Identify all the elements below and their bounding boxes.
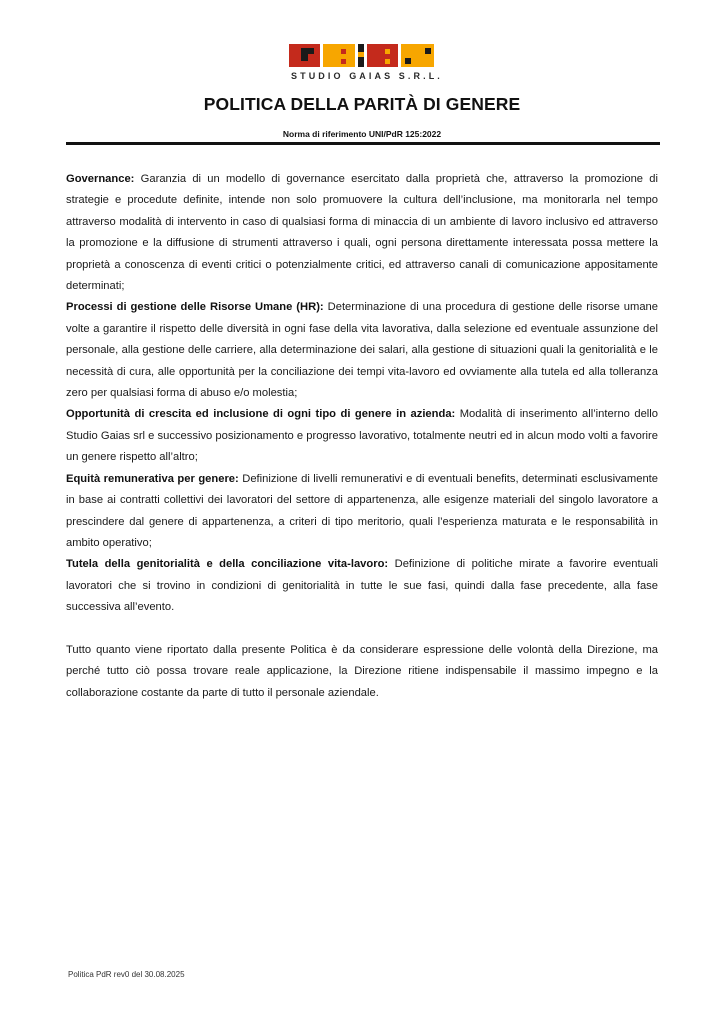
- section-heading: Processi di gestione delle Risorse Umane (HR):: [66, 301, 324, 314]
- company-name: STUDIO GAIAS S.R.L.: [291, 71, 443, 81]
- page-title: POLITICA DELLA PARITÀ DI GENERE: [203, 94, 521, 114]
- section-pay-equity: [66, 469, 658, 555]
- company-logo: [289, 44, 443, 84]
- section-parenthood: [66, 554, 658, 618]
- logo-block-s: [401, 44, 434, 67]
- logo-block-i: [358, 44, 364, 67]
- section-heading: Opportunità di crescita ed inclusione di ogni tipo di genere in azienda:: [66, 408, 456, 421]
- section-heading: Tutela della genitorialità e della conciliazione vita-lavoro:: [66, 558, 389, 571]
- header-divider: [66, 142, 660, 145]
- policy-body: [66, 169, 658, 704]
- logo-block-g: [289, 44, 320, 67]
- logo-block-a: [323, 44, 355, 67]
- footer-revision: Politica PdR rev0 del 30.08.2025: [68, 970, 185, 979]
- section-heading: Equità remunerativa per genere:: [66, 472, 239, 485]
- section-text: Definizione di politiche mirate a favorire eventuali lavoratori che si trovino in condizioni di genitorialità in tutte le sue fasi, quindi dalla fase precedente, alla fase successiva all’evento.: [66, 558, 658, 614]
- section-text: Garanzia di un modello di governance esercitato dalla proprietà che, attraverso la promozione di strategie e procedute definite, intende non solo promuovere la cultura dell’inclusione, ma monitorarla nel tempo attraverso modalità di intervento in caso di qualsiasi forma di minaccia di un ambiente di lavoro inclusivo ed attraverso la promozione e la diffusione di strumenti attraverso i quali, ogni persona direttamente interessata possa mettere la proprietà a conoscenza di eventi critici o potenzialmente critici, ed attraverso canali di comunicazione appositamente determinati;: [66, 173, 658, 293]
- closing-paragraph: Tutto quanto viene riportato dalla presente Politica è da considerare espressione delle volontà della Direzione, ma perché tutto ciò possa trovare reale applicazione, la Direzione ritiene indispensabile il massimo impegno e la collaborazione costante da parte di tutto il personale aziendale.: [66, 643, 658, 699]
- section-heading: Governance:: [66, 173, 135, 185]
- section-text: Modalità di inserimento all’interno dello Studio Gaias srl e successivo posizionamento e progresso lavorativo, totalmente neutri ed in alcun modo volti a favorire un genere rispetto all’altro;: [66, 408, 658, 464]
- logo-block-a2: [367, 44, 398, 67]
- section-governance: [66, 169, 658, 297]
- section-growth-opportunities: [66, 404, 658, 468]
- reference-standard: Norma di riferimento UNI/PdR 125:2022: [282, 129, 442, 139]
- section-hr-processes: [66, 297, 658, 404]
- section-text: Determinazione di una procedura di gestione delle risorse umane volte a garantire il rispetto delle diversità in ogni fase della vita lavorativa, dalla selezione ed eventuale assunzione del personale, alla gestione delle carriere, alla determinazione dei salari, alla gestione di situazioni quali la genitorialità e le necessità di cura, alle opportunità per la conciliazione dei tempi vita-lavoro ed ovviamente alla tutela ed alla tolleranza zero per qualsiasi forma di abuso e/o molestia;: [66, 301, 658, 400]
- section-text: Definizione di livelli remunerativi e di eventuali benefits, determinati esclusivamente in base ai contratti collettivi dei lavoratori del settore di appartenenza, alle esigenze materiali del singolo lavoratore a prescindere dal genere di appartenenza, a criteri di tipo meritorio, quali l’esperienza maturata e le responsabilità in ambito operativo;: [66, 472, 658, 549]
